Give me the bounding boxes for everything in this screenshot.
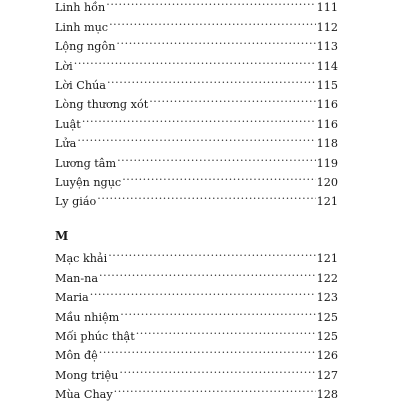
entry-term: Linh hồn bbox=[55, 1, 106, 15]
entry-term: Luật bbox=[55, 117, 81, 131]
entry-page-number: 125 bbox=[316, 329, 338, 343]
dot-leader bbox=[109, 11, 316, 30]
index-entry bbox=[55, 243, 338, 266]
dot-leader bbox=[122, 167, 315, 186]
dot-leader bbox=[149, 89, 315, 108]
dot-leader bbox=[136, 321, 316, 340]
dot-leader bbox=[119, 359, 315, 378]
entry-page-number: 116 bbox=[316, 117, 338, 131]
dot-leader bbox=[117, 147, 316, 166]
entry-term: Man-na bbox=[55, 271, 98, 285]
entry-page-number: 115 bbox=[316, 78, 338, 92]
entry-term: Mối phúc thật bbox=[55, 329, 135, 343]
entry-page-number: 119 bbox=[316, 156, 338, 170]
entry-page-number: 128 bbox=[316, 388, 338, 402]
entry-term: Lòng thương xót bbox=[55, 98, 149, 112]
entry-page-number: 113 bbox=[316, 40, 338, 54]
index-entry bbox=[55, 0, 338, 15]
entry-page-number: 125 bbox=[316, 310, 338, 324]
index-entry bbox=[55, 108, 338, 131]
index-entry bbox=[55, 301, 338, 324]
dot-leader bbox=[106, 0, 315, 11]
entry-page-number: 127 bbox=[316, 368, 338, 382]
dot-leader bbox=[99, 262, 316, 281]
entry-term: Lửa bbox=[55, 137, 77, 151]
entry-page-number: 120 bbox=[316, 175, 338, 189]
entry-page-number: 116 bbox=[316, 98, 338, 112]
dot-leader bbox=[108, 243, 315, 262]
index-entry bbox=[55, 147, 338, 170]
dot-leader bbox=[77, 128, 315, 147]
entry-page-number: 118 bbox=[316, 137, 338, 151]
dot-leader bbox=[97, 186, 315, 205]
entry-page-number: 121 bbox=[316, 252, 338, 266]
entry-term: Lời Chúa bbox=[55, 78, 106, 92]
dot-leader bbox=[74, 50, 316, 69]
index-entry bbox=[55, 282, 338, 305]
index-entry bbox=[55, 50, 338, 73]
entry-page-number: 126 bbox=[316, 349, 338, 363]
entry-page-number: 122 bbox=[316, 271, 338, 285]
entry-term: Môn đệ bbox=[55, 349, 98, 363]
dot-leader bbox=[82, 108, 316, 127]
entry-term: Ly giáo bbox=[55, 195, 97, 209]
entry-page-number: 121 bbox=[316, 195, 338, 209]
entry-page-number: 114 bbox=[316, 59, 338, 73]
index-entry bbox=[55, 70, 338, 92]
index-list-m bbox=[55, 243, 338, 402]
index-entry bbox=[55, 186, 338, 209]
dot-leader bbox=[120, 301, 315, 320]
entry-term: Maria bbox=[55, 291, 89, 305]
entry-term: Mùa Chay bbox=[55, 388, 113, 402]
entry-term: Mầu nhiệm bbox=[55, 310, 120, 324]
dot-leader bbox=[90, 282, 316, 301]
entry-page-number: 111 bbox=[316, 1, 338, 15]
entry-term: Mạc khải bbox=[55, 252, 108, 266]
dot-leader bbox=[107, 70, 316, 89]
dot-leader bbox=[99, 340, 316, 359]
section-heading-m: M bbox=[55, 229, 69, 243]
dot-leader bbox=[116, 31, 315, 50]
entry-term: Luyện ngục bbox=[55, 175, 122, 189]
dot-leader bbox=[114, 379, 316, 398]
entry-page-number: 112 bbox=[316, 20, 338, 34]
entry-term: Lương tâm bbox=[55, 156, 117, 170]
index-list-l bbox=[55, 0, 338, 209]
entry-term: Linh mục bbox=[55, 20, 109, 34]
entry-term: Mong triệu bbox=[55, 368, 119, 382]
entry-term: Lộng ngôn bbox=[55, 40, 116, 54]
index-entry bbox=[55, 128, 338, 151]
entry-term: Lời bbox=[55, 59, 73, 73]
entry-page-number: 123 bbox=[316, 291, 338, 305]
